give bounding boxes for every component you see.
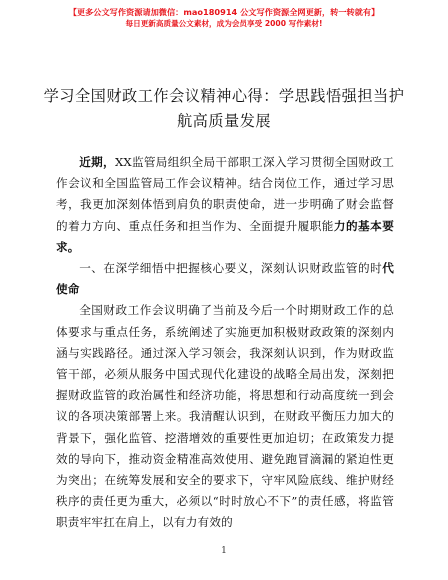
paragraph-intro-text: XX监管局组织全局干部职工深入学习贯彻全国财政工作会议和全国监管局工作会议精神。结合岗位工作，通过学习思考，我更加深刻体悟到肩负的职责使命，进一步明确了财会监督的着力方向、重点任务和担当作为、全面提升履职能 — [56, 155, 394, 233]
paragraph-intro-lead: 近期， — [79, 155, 115, 169]
section-heading-1 — [56, 258, 394, 300]
paragraph-intro-tail: 力的基本要求。 — [56, 218, 394, 254]
promo-banner-line-2: 每日更新高质量公文素材，成为会员享受 2000 写作素材! — [125, 19, 323, 28]
document-body — [56, 152, 394, 534]
paragraph-body-1: 全国财政工作会议明确了当前及今后一个时期财政工作的总体要求与重点任务，系统阐述了实施更加积极财政政策的深刻内涵与实践路径。通过深入学习领会，我深刻认识到，作为财政监管干部，必须从服务中国式现代化建设的战略全局出发，深刻把握财政监管的政治属性和经济功能，将思想和行动高度统一到会议的各项决策部署上来。我清醒认识到，在财政平衡压力加大的背景下，强化监管、挖潜增效的重要性更加迫切；在政策发力提效的导向下，推动资金精准高效使用、避免跑冒滴漏的紧迫性更为突出；在统筹发展和安全的要求下，守牢风险底线、维护财经秩序的责任更为重大，必须以“时时放心不下”的责任感，将监管职责牢牢扛在肩上，以有力有效的 — [56, 303, 394, 530]
document-title: 学习全国财政工作会议精神心得：学思践悟强担当护航高质量发展 — [43, 87, 405, 130]
promo-banner — [0, 6, 448, 30]
paragraph-intro — [56, 152, 394, 258]
promo-banner-line-1: 【更多公文写作资源请加微信：mao180914 公文写作资源全网更新，转一转就有】 — [68, 7, 380, 17]
page-number: 1 — [221, 546, 227, 556]
section-heading-1-text: 一、在深学细悟中把握核心要义，深刻认识财政监管的时 — [79, 261, 383, 276]
section-heading-1-tail: 代使命 — [56, 261, 394, 297]
